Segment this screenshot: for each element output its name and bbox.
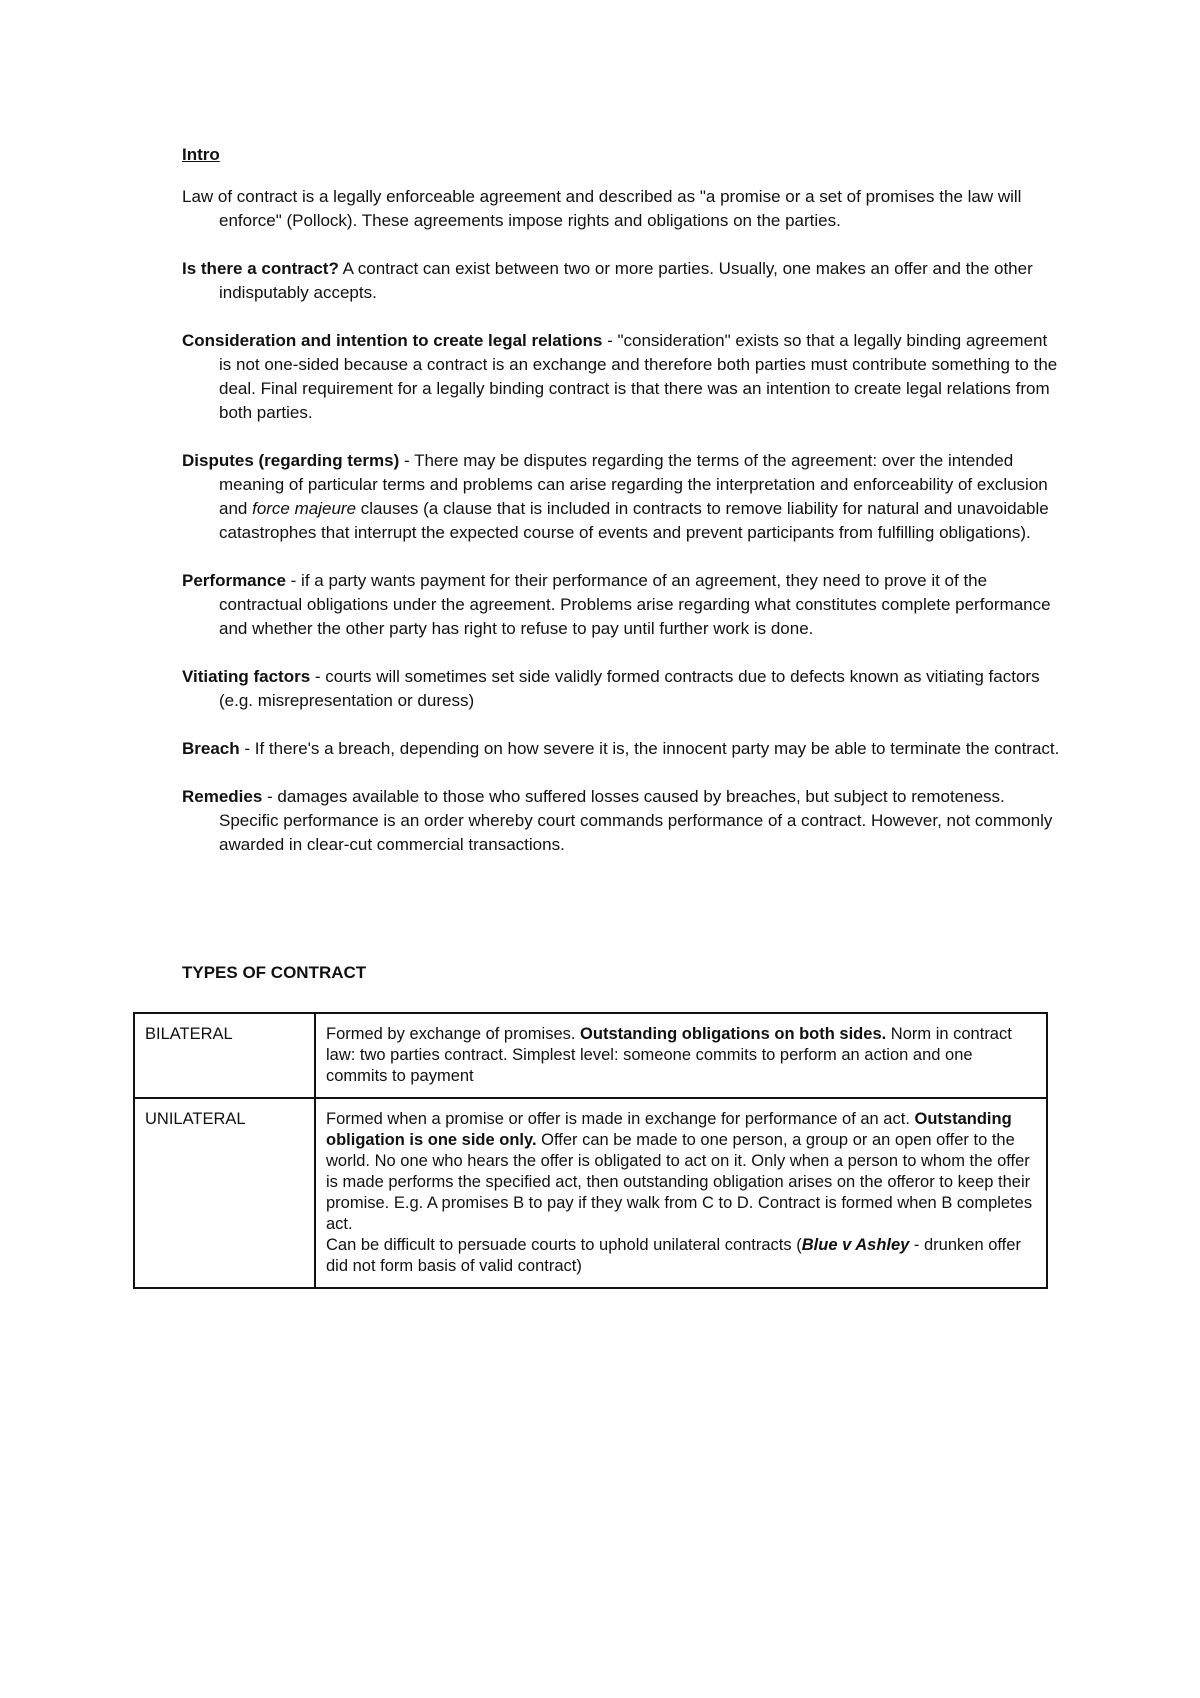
section-term: Performance — [182, 571, 286, 590]
unilateral-description-cell — [315, 1098, 1047, 1288]
section-performance — [182, 569, 1062, 641]
intro-paragraph: Law of contract is a legally enforceable agreement and described as "a promise or a set of promises the law will enforce" (Pollock). These agreements impose rights and obligations on the parties. — [182, 187, 1022, 230]
section-text: - "consideration" exists so that a legally binding agreement is not one-sided because a contract is an exchange and therefore both parties must contribute something to the deal. Final requirement for a legally binding contract is that there was an intention to create legal relations from both parties. — [219, 331, 1058, 422]
table-row — [134, 1098, 1047, 1288]
unilateral-desc-d: - drunken offer did not form basis of valid contract) — [326, 1236, 1021, 1275]
section-disputes — [182, 449, 1062, 545]
section-breach — [182, 737, 1062, 761]
unilateral-desc-a: Formed when a promise or offer is made in exchange for performance of an act. — [326, 1110, 915, 1128]
types-of-contract-heading: TYPES OF CONTRACT — [182, 963, 367, 982]
section-term: Disputes (regarding terms) — [182, 451, 400, 470]
section-vitiating-factors — [182, 665, 1062, 713]
section-text: - If there's a breach, depending on how severe it is, the innocent party may be able to terminate the contract. — [239, 739, 1060, 758]
case-name: Blue v Ashley — [801, 1236, 910, 1254]
section-consideration — [182, 329, 1062, 425]
bilateral-description-cell — [315, 1013, 1047, 1098]
section-term: Consideration and intention to create legal relations — [182, 331, 603, 350]
table-row — [134, 1013, 1047, 1098]
contract-types-table — [133, 1012, 1048, 1289]
unilateral-name-cell: UNILATERAL — [134, 1098, 315, 1288]
section-text: - if a party wants payment for their performance of an agreement, they need to prove it of the contractual obligations under the agreement. Problems arise regarding what constitutes complete performance and whether the other party has right to refuse to pay until further work is done. — [219, 571, 1051, 638]
section-term: Breach — [182, 739, 240, 758]
section-remedies — [182, 785, 1062, 857]
document-body — [182, 143, 1062, 881]
section-term: Is there a contract? — [182, 259, 339, 278]
unilateral-desc-bold: Outstanding obligation is one side only. — [326, 1110, 1012, 1149]
bilateral-desc-b: Norm in contract law: two parties contract. Simplest level: someone commits to perform an action and one commits to payment — [326, 1025, 1012, 1085]
intro-heading: Intro — [182, 145, 220, 164]
bilateral-desc-bold: Outstanding obligations on both sides. — [580, 1025, 887, 1043]
bilateral-name-cell: BILATERAL — [134, 1013, 315, 1098]
force-majeure-term: force majeure — [252, 499, 357, 518]
section-is-there-a-contract — [182, 257, 1062, 305]
unilateral-desc-c: Can be difficult to persuade courts to uphold unilateral contracts ( — [326, 1236, 802, 1254]
section-text: - damages available to those who suffered losses caused by breaches, but subject to remoteness. Specific performance is an order whereby court commands performance of a contract. However, not commonly awarded in clear-cut commercial transactions. — [219, 787, 1053, 854]
bilateral-desc-a: Formed by exchange of promises. — [326, 1025, 581, 1043]
section-text: A contract can exist between two or more parties. Usually, one makes an offer and the other indisputably accepts. — [219, 259, 1033, 302]
unilateral-desc-b: Offer can be made to one person, a group or an open offer to the world. No one who hears the offer is obligated to act on it. Only when a person to whom the offer is made performs the specified act, then outstanding obligation arises on the offeror to keep their promise. E.g. A promises B to pay if they walk from C to D. Contract is formed when B completes act. — [326, 1131, 1033, 1233]
section-term: Remedies — [182, 787, 263, 806]
section-text: clauses (a clause that is included in contracts to remove liability for natural and unavoidable catastrophes that interrupt the expected course of events and prevent participants from fulfilling obligations). — [219, 499, 1049, 542]
section-text: - There may be disputes regarding the terms of the agreement: over the intended meaning of particular terms and problems can arise regarding the interpretation and enforceability of exclusion and — [219, 451, 1048, 518]
section-term: Vitiating factors — [182, 667, 311, 686]
section-text: - courts will sometimes set side validly formed contracts due to defects known as vitiating factors (e.g. misrepresentation or duress) — [219, 667, 1040, 710]
